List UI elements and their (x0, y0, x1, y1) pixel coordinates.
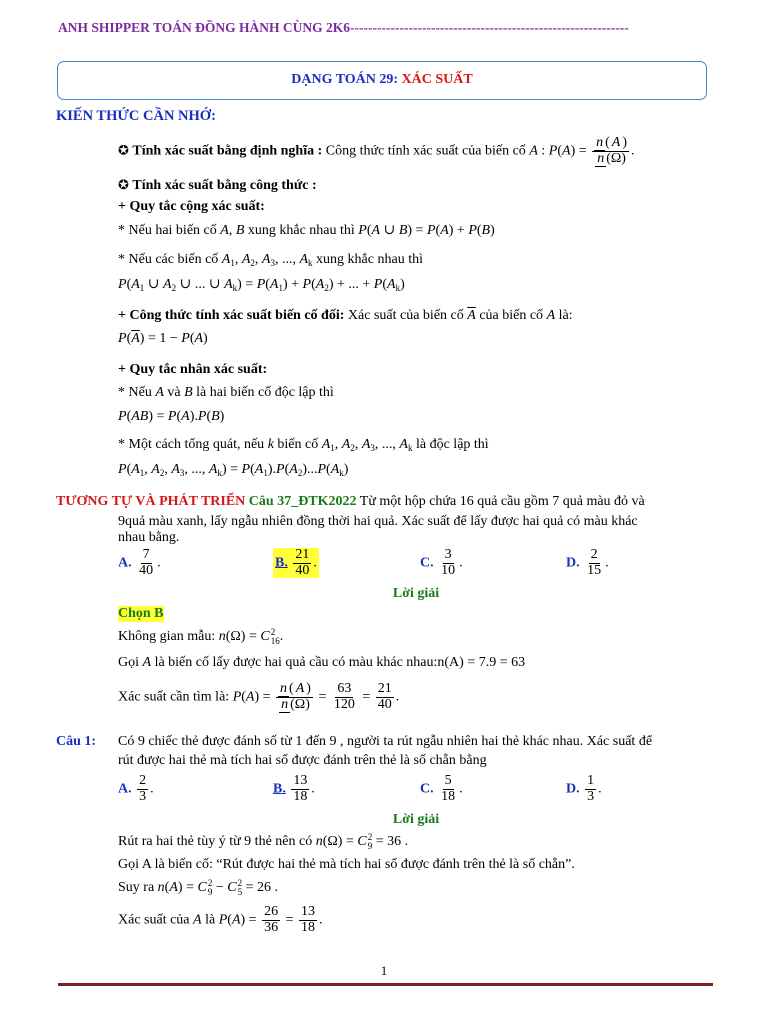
q1-line2: rút được hai thẻ mà tích hai số được đánh trên thẻ là số chẵn bằng (118, 753, 487, 768)
add-rule-line1: * Nếu hai biến cố A, B xung khắc nhau thì P(A ∪ B) = P(A) + P(B) (118, 223, 495, 238)
q37-line2: 9quả màu xanh, lấy ngẫu nhiên đồng thời hai quả. Xác suất để lấy được hai quả có màu khác (118, 514, 638, 529)
title-prefix: DẠNG TOÁN 29: (291, 72, 402, 87)
definition-bold: Tính xác suất bằng định nghĩa : (132, 143, 323, 159)
page-title (57, 72, 707, 88)
q1-sol-line4: Xác suất của A là P(A) = $\frac{26}{36}$ = $\frac{13}{18}$ . (118, 904, 323, 935)
q37-option-d: D. $\frac{2}{15}$ . (566, 547, 609, 578)
q1-label: Câu 1: (56, 734, 97, 749)
q1-option-d: D. $\frac{1}{3}$ . (566, 773, 602, 804)
q37-line1: TƯƠNG TỰ VÀ PHÁT TRIỂN Câu 37_ĐTK2022 Từ một hộp chứa 16 quả cầu gồm 7 quả màu đỏ và (56, 494, 645, 509)
q1-solution-title: Lời giải (392, 812, 440, 827)
q1-sol-line2: Gọi A là biến cố: “Rút được hai thẻ mà tích hai số được đánh trên thẻ là số chẵn”. (118, 857, 575, 872)
footer-rule (58, 983, 713, 986)
q37-sol-line3: Xác suất cần tìm là: P(A) = $\frac{n ( A )}{n (\Omega)}$ = $\frac{63}{120}$ = $\frac{21}{40}$ . (118, 681, 400, 712)
mul-rule-line2: * Một cách tổng quát, nếu k biến cố $A_1$, $A_2$, $A_3$, ..., $A_k$ là độc lập thì (118, 437, 489, 453)
mul-rule-heading: + Quy tắc nhân xác suất: (118, 362, 268, 377)
q37-sol-line1: Không gian mẫu: n(Ω) = C 2 16 . (118, 627, 284, 646)
q1-option-a: A. $\frac{2}{3}$ . (118, 773, 154, 804)
mul-rule-line1: * Nếu A và B là hai biến cố độc lập thì (118, 385, 334, 400)
complement-line: + Công thức tính xác suất biến cố đối: Xác suất của biến cố $\overline{A}$ của biến cố A là: (118, 308, 573, 323)
section-heading: KIẾN THỨC CẦN NHỚ: (56, 108, 216, 124)
bullet-icon: ✪ (118, 177, 129, 192)
add-rule-line2: * Nếu các biến cố $A_1$, $A_2$, $A_3$, ..., $A_k$ xung khắc nhau thì (118, 252, 423, 268)
bullet-icon: ✪ (118, 142, 129, 158)
mul-rule-formula1: P(AB) = P(A).P(B) (118, 409, 225, 424)
q37-line3: nhau bằng. (118, 530, 180, 545)
q1-sol-line3: Suy ra n(A) = C 2 9 − C 2 5 = 26 . (118, 878, 278, 897)
add-rule-formula: $P(A_1$ ∪ $A_2$ ∪ ... ∪ $A_k) = P(A_1) + P(A_2)$ + ... + $P(A_k)$ (118, 277, 405, 293)
page-number: 1 (380, 963, 388, 978)
q37-option-a: A. $\frac{7}{40}$ . (118, 547, 161, 578)
q37-option-c: C. $\frac{3}{10}$ . (420, 547, 463, 578)
mul-rule-formula2: $P(A_1$, $A_2$, $A_3$, ..., $A_k) = P(A_1).P(A_2)...P(A_k)$ (118, 462, 349, 478)
definition-line: ✪ Tính xác suất bằng định nghĩa : Công thức tính xác suất của biến cố A : P(A) = $\frac{n ( A )}{n (\Omega)}$ . (118, 135, 635, 166)
q1-option-c: C. $\frac{5}{18}$ . (420, 773, 463, 804)
add-rule-heading: + Quy tắc cộng xác suất: (118, 199, 265, 214)
definition-fraction: $\frac{n ( A )}{n (\Omega)}$ (592, 136, 629, 166)
q1-sol-line1: Rút ra hai thẻ tùy ý từ 9 thẻ nên có n(Ω) = C 2 9 = 36 . (118, 832, 409, 851)
q37-choice: Chọn B (118, 606, 164, 621)
complement-formula: $P(\overline{A}) = 1 - P(A)$ (118, 331, 208, 346)
q37-option-b: B. $\frac{21}{40}$ . (275, 547, 317, 578)
formula-heading: ✪ Tính xác suất bằng công thức : (118, 177, 317, 193)
q1-line1: Có 9 chiếc thẻ được đánh số từ 1 đến 9 , người ta rút ngẫu nhiên hai thẻ khác nhau. Xác suất để (118, 734, 653, 749)
q37-solution-title: Lời giải (392, 586, 440, 601)
q1-option-b: B. $\frac{13}{18}$ . (273, 773, 315, 804)
page-header: ANH SHIPPER TOÁN ĐỒNG HÀNH CÙNG 2K6-------------------------------------------------------------- (58, 20, 629, 35)
q37-sol-line2: Gọi A là biến cố lấy được hai quả cầu có màu khác nhau:n(A) = 7.9 = 63 (118, 655, 526, 670)
definition-text: Công thức tính xác suất của biến cố (322, 143, 530, 159)
title-highlight: XÁC SUẤT (401, 72, 473, 87)
